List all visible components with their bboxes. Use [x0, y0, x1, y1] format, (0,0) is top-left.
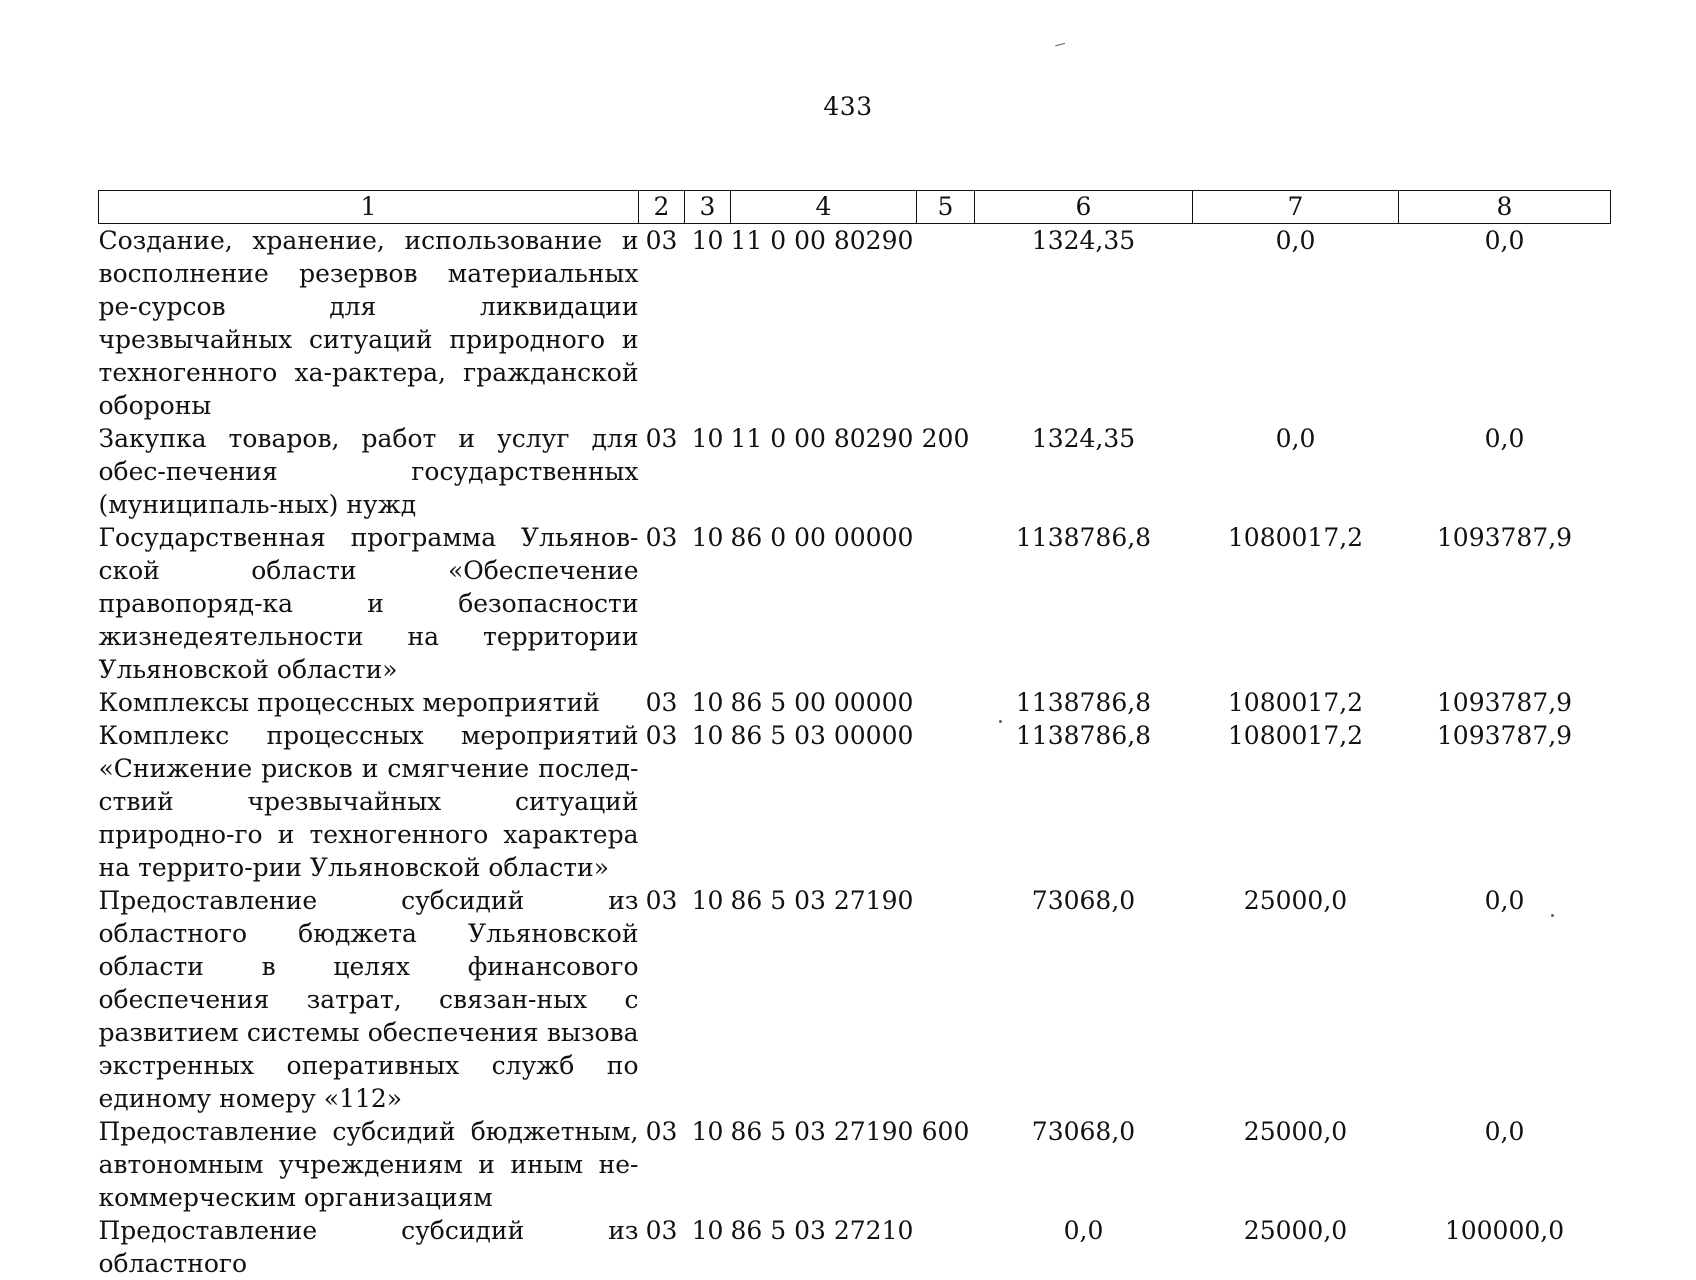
amount-col-7: 25000,0 [1243, 1117, 1348, 1146]
section-code: 03 [645, 424, 678, 453]
amount-col-7: 1080017,2 [1227, 523, 1364, 552]
table-header-row [99, 191, 1611, 224]
amount-col-6: 73068,0 [1031, 886, 1136, 915]
table-row [99, 224, 1611, 423]
column-header: 3 [685, 191, 731, 224]
target-article-code: 86 5 03 27210 [730, 1216, 914, 1245]
section-code: 03 [645, 226, 678, 255]
amount-col-6: 1138786,8 [1015, 721, 1152, 750]
subsection-code: 10 [691, 886, 724, 915]
target-article-code: 86 5 03 27190 [730, 1117, 914, 1146]
subsection-code: 10 [691, 721, 724, 750]
column-header: 1 [99, 191, 639, 224]
section-code: 03 [645, 886, 678, 915]
table-row [99, 1214, 1611, 1280]
amount-col-7: 0,0 [1275, 424, 1316, 453]
target-article-code: 86 5 00 00000 [730, 688, 914, 717]
amount-col-7: 0,0 [1275, 226, 1316, 255]
row-description: Предоставление субсидий из областного бюджета Ульяновской области в целях финансового обеспечения затрат, связан-ных с развитием системы обеспечения вызова экстренных оперативных служб по единому номеру «112» [98, 886, 639, 1113]
subsection-code: 10 [691, 1117, 724, 1146]
expense-type-code [917, 1214, 975, 1280]
subsection-code: 10 [691, 226, 724, 255]
subsection-code: 10 [691, 688, 724, 717]
amount-col-8: 0,0 [1484, 424, 1525, 453]
amount-col-8: 0,0 [1484, 1117, 1525, 1146]
amount-col-8: 1093787,9 [1436, 523, 1573, 552]
table-row [99, 1115, 1611, 1214]
amount-col-6: 1324,35 [1031, 424, 1136, 453]
row-description: Комплекс процессных мероприятий «Снижение рисков и смягчение послед-ствий чрезвычайных ситуаций природно-го и техногенного характера на террито-рии Ульяновской области» [98, 721, 639, 882]
expense-type-code: 200 [921, 424, 970, 453]
column-header: 6 [975, 191, 1193, 224]
section-code: 03 [645, 688, 678, 717]
row-description: Государственная программа Ульянов-ской области «Обеспечение правопоряд-ка и безопасности жизнедеятельности на территории Ульяновской области» [98, 523, 639, 684]
amount-col-8: 1093787,9 [1436, 688, 1573, 717]
amount-col-8: 1093787,9 [1436, 721, 1573, 750]
amount-col-6: 1138786,8 [1015, 523, 1152, 552]
amount-col-6: 73068,0 [1031, 1117, 1136, 1146]
expense-type-code [917, 224, 975, 423]
subsection-code: 10 [691, 523, 724, 552]
target-article-code: 86 5 03 00000 [730, 721, 914, 750]
target-article-code: 86 0 00 00000 [730, 523, 914, 552]
amount-col-7: 1080017,2 [1227, 688, 1364, 717]
subsection-code: 10 [691, 1216, 724, 1245]
expense-type-code [917, 686, 975, 719]
section-code: 03 [645, 523, 678, 552]
column-header: 7 [1193, 191, 1399, 224]
table-row [99, 719, 1611, 884]
amount-col-8: 0,0 [1484, 226, 1525, 255]
amount-col-8: 0,0 [1484, 886, 1525, 915]
amount-col-6: 0,0 [1063, 1216, 1104, 1245]
row-description: Комплексы процессных мероприятий [98, 688, 600, 717]
row-description: Создание, хранение, использование и восполнение резервов материальных ре-сурсов для ликвидации чрезвычайных ситуаций природного и техногенного ха-рактера, гражданской обороны [98, 226, 639, 420]
row-description: Закупка товаров, работ и услуг для обес-печения государственных (муниципаль-ных) нужд [98, 424, 639, 519]
amount-col-7: 25000,0 [1243, 886, 1348, 915]
budget-table [98, 190, 1611, 1280]
table-row [99, 521, 1611, 686]
section-code: 03 [645, 721, 678, 750]
expense-type-code: 600 [921, 1117, 970, 1146]
row-description: Предоставление субсидий из областного [98, 1216, 639, 1278]
expense-type-code [917, 884, 975, 1115]
target-article-code: 86 5 03 27190 [730, 886, 914, 915]
target-article-code: 11 0 00 80290 [730, 424, 914, 453]
target-article-code: 11 0 00 80290 [730, 226, 914, 255]
column-header: 5 [917, 191, 975, 224]
amount-col-6: 1324,35 [1031, 226, 1136, 255]
amount-col-7: 1080017,2 [1227, 721, 1364, 750]
subsection-code: 10 [691, 424, 724, 453]
table-row [99, 422, 1611, 521]
row-description: Предоставление субсидий бюджетным, автономным учреждениям и иным не-коммерческим организациям [98, 1117, 639, 1212]
section-code: 03 [645, 1216, 678, 1245]
column-header: 8 [1399, 191, 1611, 224]
expense-type-code [917, 521, 975, 686]
section-code: 03 [645, 1117, 678, 1146]
page-number: 433 [823, 92, 873, 121]
column-header: 4 [731, 191, 917, 224]
expense-type-code [917, 719, 975, 884]
amount-col-7: 25000,0 [1243, 1216, 1348, 1245]
column-header: 2 [639, 191, 685, 224]
table-row [99, 686, 1611, 719]
scan-artifact [1055, 43, 1066, 52]
amount-col-8: 100000,0 [1444, 1216, 1565, 1245]
table-row [99, 884, 1611, 1115]
amount-col-6: 1138786,8 [1015, 688, 1152, 717]
